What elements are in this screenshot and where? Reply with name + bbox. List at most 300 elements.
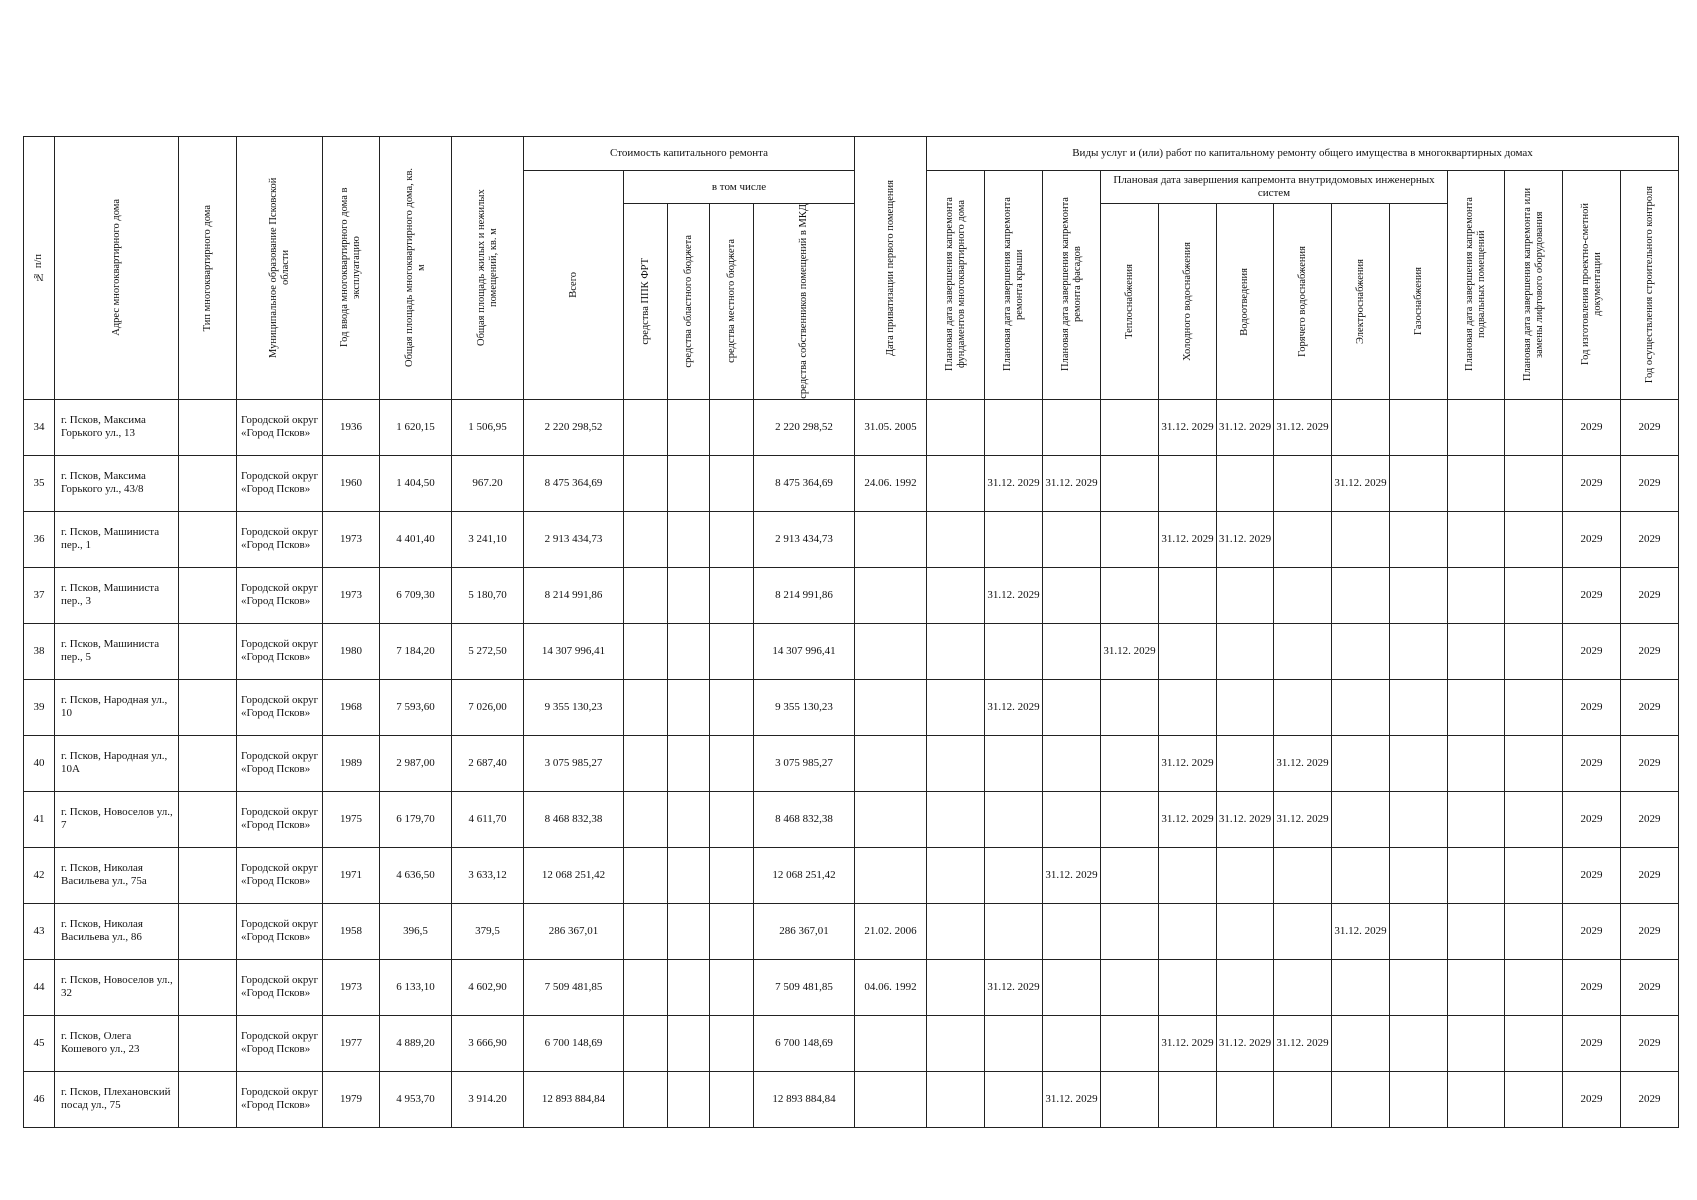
table-row (24, 791, 1679, 847)
cell-owners: 14 307 996,41 (754, 623, 855, 679)
cell-control-year: 2029 (1621, 567, 1679, 623)
cell-control-year: 2029 (1621, 399, 1679, 455)
cell-design-year: 2029 (1563, 735, 1621, 791)
cell-sewage: 31.12. 2029 (1217, 511, 1274, 567)
cell-hot-water: 31.12. 2029 (1274, 791, 1332, 847)
cell-electric (1332, 1015, 1390, 1071)
cell-privatization: 31.05. 2005 (855, 399, 927, 455)
cell-roof (985, 1015, 1043, 1071)
cell-num: 35 (24, 455, 55, 511)
cell-foundation (927, 791, 985, 847)
cell-lift (1505, 455, 1563, 511)
cell-type (179, 791, 237, 847)
header-services-group: Виды услуг и (или) работ по капитальному ремонту общего имущества в многоквартирных домах (927, 137, 1679, 171)
cell-ppk (624, 847, 668, 903)
cell-total-area: 4 636,50 (380, 847, 452, 903)
cell-cost-total: 14 307 996,41 (524, 623, 624, 679)
cell-control-year: 2029 (1621, 679, 1679, 735)
header-local-budget: средства местного бюджета (710, 204, 754, 400)
table-row (24, 623, 1679, 679)
cell-sewage (1217, 455, 1274, 511)
cell-privatization (855, 679, 927, 735)
header-num: № п/п (24, 137, 55, 400)
cell-facade (1043, 679, 1101, 735)
cell-regional (668, 623, 710, 679)
header-cold-water: Холодного водоснабжения (1159, 204, 1217, 400)
cell-municipality: Городской округ «Город Псков» (237, 1071, 323, 1127)
cell-design-year: 2029 (1563, 903, 1621, 959)
cell-gas (1390, 455, 1448, 511)
cell-owners: 12 893 884,84 (754, 1071, 855, 1127)
cell-basement (1448, 791, 1505, 847)
header-regional-budget: средства областного бюджета (668, 204, 710, 400)
cell-total-area: 1 404,50 (380, 455, 452, 511)
cell-sewage: 31.12. 2029 (1217, 399, 1274, 455)
cell-address: г. Псков, Николая Васильева ул., 75а (55, 847, 179, 903)
cell-heat (1101, 567, 1159, 623)
cell-gas (1390, 959, 1448, 1015)
cell-privatization (855, 847, 927, 903)
cell-heat (1101, 511, 1159, 567)
cell-premises-area: 3 914.20 (452, 1071, 524, 1127)
cell-facade (1043, 511, 1101, 567)
cell-sewage: 31.12. 2029 (1217, 1015, 1274, 1071)
cell-ppk (624, 623, 668, 679)
header-control-year: Год осуществления строительного контроля (1621, 171, 1679, 400)
cell-roof (985, 399, 1043, 455)
cell-local (710, 791, 754, 847)
cell-control-year: 2029 (1621, 455, 1679, 511)
cell-year: 1973 (323, 567, 380, 623)
cell-gas (1390, 791, 1448, 847)
cell-ppk (624, 1071, 668, 1127)
cell-num: 36 (24, 511, 55, 567)
cell-design-year: 2029 (1563, 791, 1621, 847)
cell-premises-area: 4 602,90 (452, 959, 524, 1015)
cell-basement (1448, 735, 1505, 791)
header-cost-group: Стоимость капитального ремонта (524, 137, 855, 171)
cell-basement (1448, 903, 1505, 959)
cell-cost-total: 2 913 434,73 (524, 511, 624, 567)
cell-gas (1390, 623, 1448, 679)
cell-address: г. Псков, Народная ул., 10 (55, 679, 179, 735)
cell-control-year: 2029 (1621, 791, 1679, 847)
cell-address: г. Псков, Новоселов ул., 32 (55, 959, 179, 1015)
cell-hot-water (1274, 847, 1332, 903)
cell-sewage (1217, 959, 1274, 1015)
cell-municipality: Городской округ «Город Псков» (237, 735, 323, 791)
cell-address: г. Псков, Машиниста пер., 5 (55, 623, 179, 679)
cell-design-year: 2029 (1563, 511, 1621, 567)
table-row (24, 1071, 1679, 1127)
cell-cost-total: 6 700 148,69 (524, 1015, 624, 1071)
header-year-commission: Год ввода многоквартирного дома в эксплуатацию (323, 137, 380, 400)
header-electric: Электроснабжения (1332, 204, 1390, 400)
cell-hot-water (1274, 959, 1332, 1015)
cell-privatization (855, 511, 927, 567)
header-address: Адрес многоквартирного дома (55, 137, 179, 400)
cell-owners: 2 220 298,52 (754, 399, 855, 455)
header-sewage: Водоотведения (1217, 204, 1274, 400)
cell-type (179, 455, 237, 511)
cell-electric (1332, 623, 1390, 679)
cell-regional (668, 735, 710, 791)
cell-local (710, 567, 754, 623)
cell-address: г. Псков, Максима Горького ул., 43/8 (55, 455, 179, 511)
cell-cost-total: 12 893 884,84 (524, 1071, 624, 1127)
cell-control-year: 2029 (1621, 1071, 1679, 1127)
cell-design-year: 2029 (1563, 455, 1621, 511)
cell-basement (1448, 1015, 1505, 1071)
cell-owners: 8 468 832,38 (754, 791, 855, 847)
cell-foundation (927, 511, 985, 567)
cell-ppk (624, 399, 668, 455)
cell-foundation (927, 623, 985, 679)
cell-hot-water (1274, 455, 1332, 511)
cell-type (179, 567, 237, 623)
cell-electric (1332, 399, 1390, 455)
cell-num: 38 (24, 623, 55, 679)
cell-roof: 31.12. 2029 (985, 959, 1043, 1015)
cell-basement (1448, 959, 1505, 1015)
cell-total-area: 6 709,30 (380, 567, 452, 623)
cell-facade (1043, 959, 1101, 1015)
cell-address: г. Псков, Народная ул., 10А (55, 735, 179, 791)
cell-hot-water (1274, 623, 1332, 679)
cell-municipality: Городской округ «Город Псков» (237, 567, 323, 623)
cell-type (179, 399, 237, 455)
cell-local (710, 679, 754, 735)
cell-design-year: 2029 (1563, 1071, 1621, 1127)
cell-local (710, 399, 754, 455)
cell-roof (985, 511, 1043, 567)
cell-heat (1101, 903, 1159, 959)
cell-privatization (855, 567, 927, 623)
cell-num: 34 (24, 399, 55, 455)
header-facade: Плановая дата завершения капремонта ремонта фасадов (1043, 171, 1101, 400)
cell-year: 1977 (323, 1015, 380, 1071)
cell-local (710, 1071, 754, 1127)
cell-heat (1101, 847, 1159, 903)
cell-regional (668, 1015, 710, 1071)
cell-electric (1332, 679, 1390, 735)
cell-cold-water (1159, 455, 1217, 511)
cell-municipality: Городской округ «Город Псков» (237, 623, 323, 679)
cell-electric: 31.12. 2029 (1332, 455, 1390, 511)
cell-foundation (927, 567, 985, 623)
cell-total-area: 2 987,00 (380, 735, 452, 791)
cell-foundation (927, 959, 985, 1015)
cell-control-year: 2029 (1621, 511, 1679, 567)
cell-total-area: 4 953,70 (380, 1071, 452, 1127)
table-row (24, 735, 1679, 791)
cell-regional (668, 679, 710, 735)
cell-facade (1043, 567, 1101, 623)
cell-lift (1505, 679, 1563, 735)
cell-cost-total: 9 355 130,23 (524, 679, 624, 735)
cell-owners: 8 214 991,86 (754, 567, 855, 623)
cell-total-area: 7 593,60 (380, 679, 452, 735)
cell-electric (1332, 791, 1390, 847)
cell-roof (985, 735, 1043, 791)
cell-gas (1390, 679, 1448, 735)
cell-privatization (855, 1015, 927, 1071)
cell-lift (1505, 735, 1563, 791)
header-heat: Теплоснабжения (1101, 204, 1159, 400)
cell-privatization: 24.06. 1992 (855, 455, 927, 511)
cell-premises-area: 967.20 (452, 455, 524, 511)
cell-foundation (927, 679, 985, 735)
cell-roof: 31.12. 2029 (985, 567, 1043, 623)
header-cost-total: Всего (524, 171, 624, 400)
cell-foundation (927, 1015, 985, 1071)
cell-address: г. Псков, Новоселов ул., 7 (55, 791, 179, 847)
cell-regional (668, 511, 710, 567)
cell-regional (668, 1071, 710, 1127)
cell-regional (668, 455, 710, 511)
cell-design-year: 2029 (1563, 959, 1621, 1015)
cell-sewage (1217, 679, 1274, 735)
cell-ppk (624, 791, 668, 847)
cell-cold-water (1159, 903, 1217, 959)
cell-lift (1505, 1071, 1563, 1127)
cell-cold-water (1159, 959, 1217, 1015)
cell-type (179, 847, 237, 903)
table-row (24, 679, 1679, 735)
cell-owners: 7 509 481,85 (754, 959, 855, 1015)
cell-design-year: 2029 (1563, 567, 1621, 623)
cell-lift (1505, 959, 1563, 1015)
cell-gas (1390, 399, 1448, 455)
cell-heat (1101, 791, 1159, 847)
cell-lift (1505, 847, 1563, 903)
cell-sewage (1217, 567, 1274, 623)
table-header (24, 137, 1679, 400)
cell-control-year: 2029 (1621, 847, 1679, 903)
cell-foundation (927, 399, 985, 455)
cell-hot-water (1274, 1071, 1332, 1127)
cell-control-year: 2029 (1621, 959, 1679, 1015)
cell-heat (1101, 399, 1159, 455)
table-row (24, 959, 1679, 1015)
cell-num: 46 (24, 1071, 55, 1127)
cell-hot-water: 31.12. 2029 (1274, 399, 1332, 455)
cell-electric (1332, 735, 1390, 791)
cell-hot-water (1274, 567, 1332, 623)
cell-premises-area: 379,5 (452, 903, 524, 959)
cell-sewage (1217, 903, 1274, 959)
cell-owners: 6 700 148,69 (754, 1015, 855, 1071)
cell-total-area: 6 133,10 (380, 959, 452, 1015)
table-row (24, 399, 1679, 455)
cell-cost-total: 286 367,01 (524, 903, 624, 959)
cell-municipality: Городской округ «Город Псков» (237, 791, 323, 847)
cell-heat (1101, 1015, 1159, 1071)
cell-year: 1980 (323, 623, 380, 679)
cell-roof (985, 623, 1043, 679)
cell-type (179, 679, 237, 735)
cell-gas (1390, 511, 1448, 567)
cell-local (710, 623, 754, 679)
cell-total-area: 4 889,20 (380, 1015, 452, 1071)
cell-year: 1960 (323, 455, 380, 511)
cell-address: г. Псков, Олега Кошевого ул., 23 (55, 1015, 179, 1071)
table-row (24, 903, 1679, 959)
cell-facade (1043, 735, 1101, 791)
cell-total-area: 1 620,15 (380, 399, 452, 455)
cell-regional (668, 567, 710, 623)
cell-num: 43 (24, 903, 55, 959)
cell-year: 1968 (323, 679, 380, 735)
cell-owners: 12 068 251,42 (754, 847, 855, 903)
cell-cold-water (1159, 567, 1217, 623)
cell-type (179, 959, 237, 1015)
cell-roof (985, 903, 1043, 959)
cell-address: г. Псков, Максима Горького ул., 13 (55, 399, 179, 455)
cell-cold-water: 31.12. 2029 (1159, 511, 1217, 567)
cell-control-year: 2029 (1621, 735, 1679, 791)
cell-ppk (624, 679, 668, 735)
cell-sewage (1217, 623, 1274, 679)
cell-type (179, 511, 237, 567)
cell-cold-water: 31.12. 2029 (1159, 791, 1217, 847)
cell-hot-water (1274, 903, 1332, 959)
cell-foundation (927, 455, 985, 511)
cell-regional (668, 791, 710, 847)
cell-facade (1043, 1015, 1101, 1071)
cell-gas (1390, 1071, 1448, 1127)
cell-control-year: 2029 (1621, 1015, 1679, 1071)
cell-hot-water: 31.12. 2029 (1274, 1015, 1332, 1071)
cell-cost-total: 8 475 364,69 (524, 455, 624, 511)
cell-basement (1448, 1071, 1505, 1127)
cell-roof: 31.12. 2029 (985, 455, 1043, 511)
cell-facade (1043, 399, 1101, 455)
cell-total-area: 7 184,20 (380, 623, 452, 679)
cell-cold-water: 31.12. 2029 (1159, 735, 1217, 791)
table-row (24, 511, 1679, 567)
cell-foundation (927, 735, 985, 791)
cell-num: 45 (24, 1015, 55, 1071)
cell-num: 44 (24, 959, 55, 1015)
cell-hot-water (1274, 511, 1332, 567)
cell-cost-total: 12 068 251,42 (524, 847, 624, 903)
table-row (24, 455, 1679, 511)
cell-regional (668, 903, 710, 959)
cell-design-year: 2029 (1563, 679, 1621, 735)
cell-year: 1936 (323, 399, 380, 455)
cell-year: 1973 (323, 959, 380, 1015)
cell-facade (1043, 791, 1101, 847)
cell-ppk (624, 735, 668, 791)
header-engineering-group: Плановая дата завершения капремонта внутридомовых инженерных систем (1101, 171, 1448, 204)
cell-year: 1958 (323, 903, 380, 959)
header-municipality: Муниципальное образование Псковской области (237, 137, 323, 400)
cell-design-year: 2029 (1563, 847, 1621, 903)
cell-cold-water: 31.12. 2029 (1159, 399, 1217, 455)
cell-ppk (624, 959, 668, 1015)
cell-premises-area: 5 180,70 (452, 567, 524, 623)
cell-year: 1979 (323, 1071, 380, 1127)
cell-control-year: 2029 (1621, 623, 1679, 679)
cell-heat (1101, 455, 1159, 511)
cell-type (179, 735, 237, 791)
cell-cold-water (1159, 1071, 1217, 1127)
cell-type (179, 1015, 237, 1071)
cell-cold-water (1159, 679, 1217, 735)
cell-premises-area: 7 026,00 (452, 679, 524, 735)
header-basement: Плановая дата завершения капремонта подвальных помещений (1448, 171, 1505, 400)
cell-owners: 9 355 130,23 (754, 679, 855, 735)
cell-local (710, 511, 754, 567)
cell-facade: 31.12. 2029 (1043, 455, 1101, 511)
cell-total-area: 4 401,40 (380, 511, 452, 567)
cell-cost-total: 2 220 298,52 (524, 399, 624, 455)
cell-total-area: 6 179,70 (380, 791, 452, 847)
cell-lift (1505, 399, 1563, 455)
cell-design-year: 2029 (1563, 1015, 1621, 1071)
table-row (24, 567, 1679, 623)
cell-roof (985, 847, 1043, 903)
cell-privatization (855, 623, 927, 679)
header-hot-water: Горячего водоснабжения (1274, 204, 1332, 400)
cell-cold-water (1159, 847, 1217, 903)
cell-municipality: Городской округ «Город Псков» (237, 903, 323, 959)
cell-basement (1448, 455, 1505, 511)
cell-basement (1448, 399, 1505, 455)
cell-year: 1989 (323, 735, 380, 791)
cell-facade (1043, 903, 1101, 959)
cell-hot-water: 31.12. 2029 (1274, 735, 1332, 791)
cell-type (179, 623, 237, 679)
cell-local (710, 455, 754, 511)
capital-repair-table (23, 136, 1679, 1128)
cell-basement (1448, 623, 1505, 679)
cell-regional (668, 959, 710, 1015)
cell-year: 1973 (323, 511, 380, 567)
cell-lift (1505, 903, 1563, 959)
cell-foundation (927, 1071, 985, 1127)
cell-electric (1332, 567, 1390, 623)
cell-lift (1505, 1015, 1563, 1071)
cell-local (710, 1015, 754, 1071)
cell-local (710, 735, 754, 791)
cell-heat (1101, 959, 1159, 1015)
header-privatization-date: Дата приватизации первого помещения (855, 137, 927, 400)
cell-total-area: 396,5 (380, 903, 452, 959)
cell-cost-total: 8 468 832,38 (524, 791, 624, 847)
cell-owners: 2 913 434,73 (754, 511, 855, 567)
cell-heat (1101, 735, 1159, 791)
cell-electric (1332, 847, 1390, 903)
header-owners-funds: средства собственников помещений в МКД (754, 204, 855, 400)
cell-control-year: 2029 (1621, 903, 1679, 959)
cell-gas (1390, 567, 1448, 623)
cell-roof (985, 1071, 1043, 1127)
cell-owners: 8 475 364,69 (754, 455, 855, 511)
cell-num: 40 (24, 735, 55, 791)
cell-foundation (927, 847, 985, 903)
cell-cold-water: 31.12. 2029 (1159, 1015, 1217, 1071)
cell-ppk (624, 455, 668, 511)
cell-electric (1332, 959, 1390, 1015)
cell-hot-water (1274, 679, 1332, 735)
cell-premises-area: 2 687,40 (452, 735, 524, 791)
cell-premises-area: 3 666,90 (452, 1015, 524, 1071)
cell-facade: 31.12. 2029 (1043, 1071, 1101, 1127)
cell-cost-total: 3 075 985,27 (524, 735, 624, 791)
cell-premises-area: 3 633,12 (452, 847, 524, 903)
